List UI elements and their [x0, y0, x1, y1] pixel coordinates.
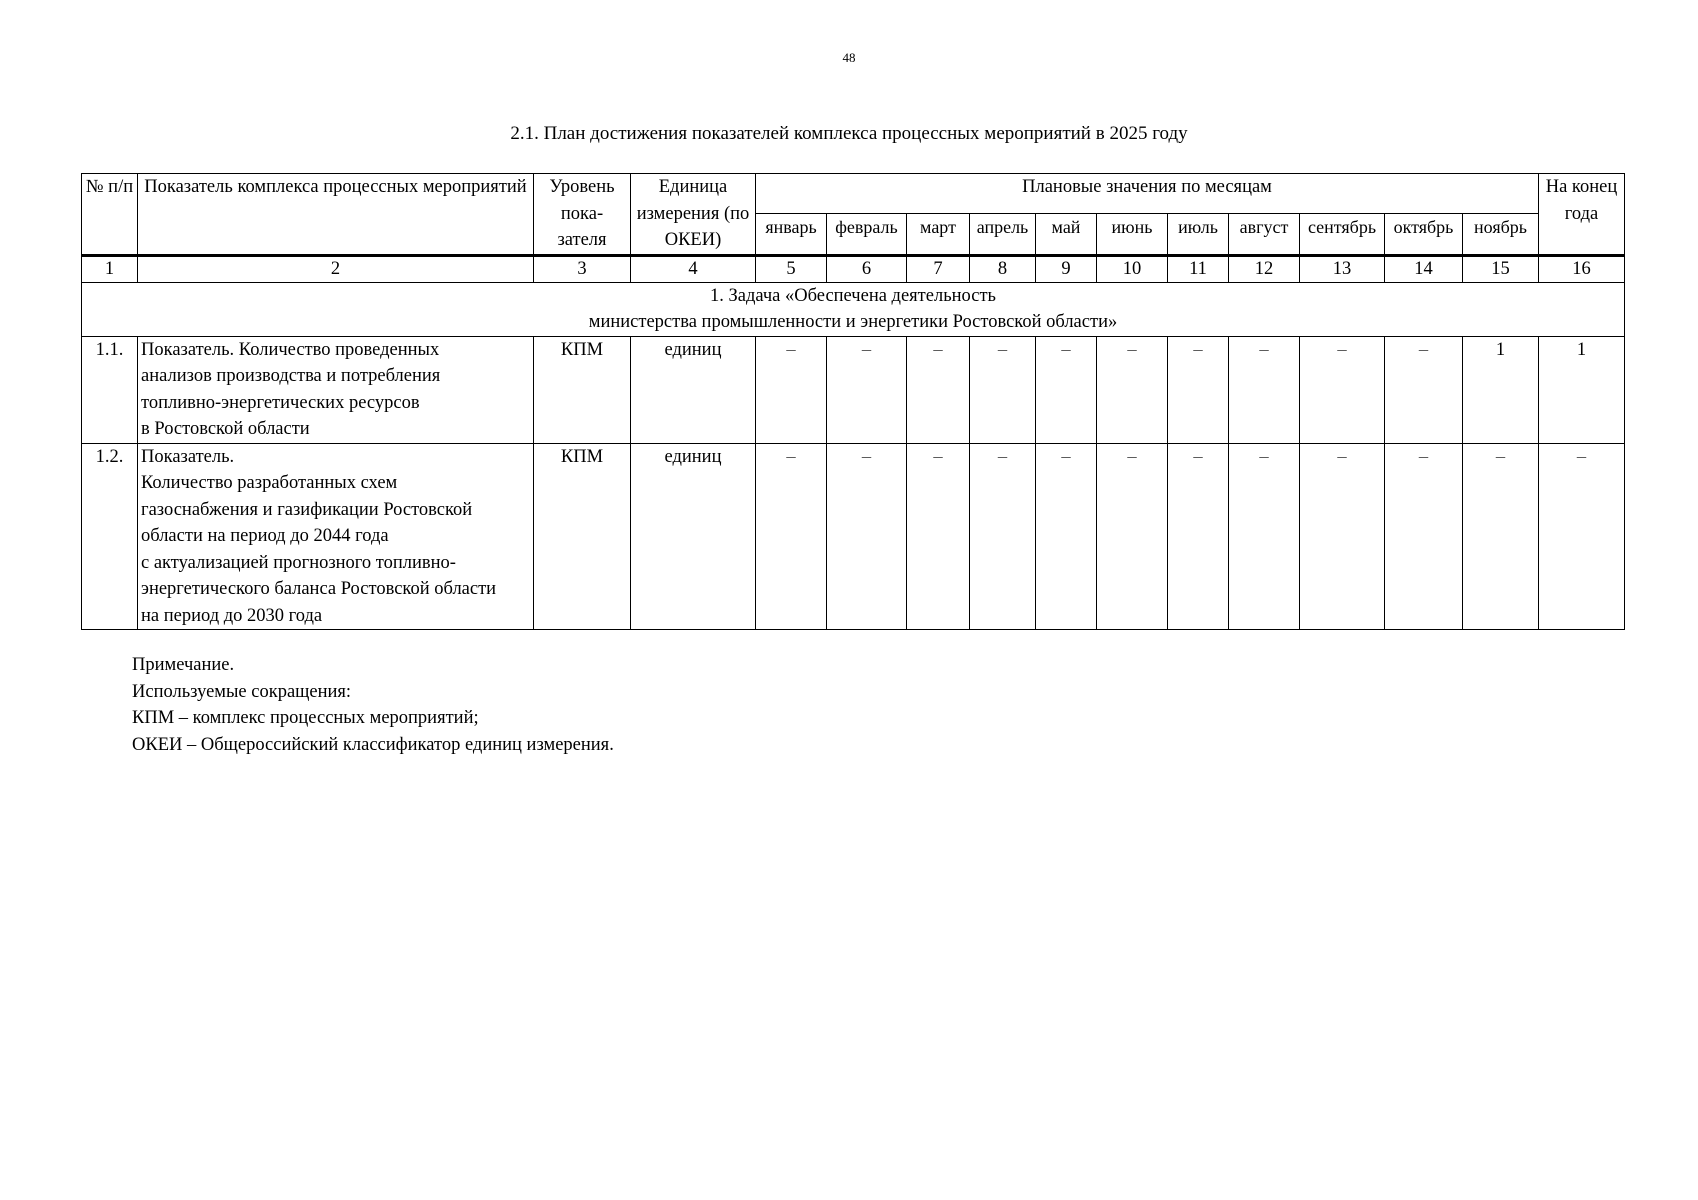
column-number: 8 — [970, 255, 1036, 282]
header-month: апрель — [970, 214, 1036, 255]
column-number: 1 — [82, 255, 138, 282]
column-number: 9 — [1036, 255, 1097, 282]
month-value: – — [1385, 336, 1463, 443]
month-value: – — [907, 443, 970, 630]
year-end-value: 1 — [1539, 336, 1625, 443]
task-row — [82, 282, 1625, 336]
note-line: Используемые сокращения: — [132, 681, 352, 702]
plan-table — [81, 173, 1625, 630]
column-number: 15 — [1463, 255, 1539, 282]
header-year-end: На конец года — [1539, 174, 1625, 256]
column-number: 6 — [827, 255, 907, 282]
month-value: – — [1168, 336, 1229, 443]
month-value: – — [1097, 336, 1168, 443]
month-value: – — [907, 336, 970, 443]
column-number: 5 — [756, 255, 827, 282]
indicator-name-line: области на период до 2044 года — [141, 526, 389, 546]
month-value: – — [970, 443, 1036, 630]
header-month: октябрь — [1385, 214, 1463, 255]
month-value: – — [1385, 443, 1463, 630]
indicator-name-line: Показатель. — [141, 446, 235, 467]
column-number: 16 — [1539, 255, 1625, 282]
month-value: – — [1300, 336, 1385, 443]
month-value: – — [1229, 336, 1300, 443]
indicator-name-line: топливно-энергетических ресурсов — [141, 392, 420, 413]
month-value: – — [1463, 443, 1539, 630]
month-value: – — [970, 336, 1036, 443]
indicator-name-line: анализов производства и потребления — [141, 366, 441, 386]
month-value: – — [827, 336, 907, 443]
column-number: 7 — [907, 255, 970, 282]
row-number: 1.2. — [82, 443, 138, 630]
column-number: 2 — [138, 255, 534, 282]
document-title: 2.1. План достижения показателей комплекса процессных мероприятий в 2025 году — [510, 123, 1188, 144]
header-planned-by-month: Плановые значения по месяцам — [756, 174, 1539, 214]
indicator-name — [138, 443, 534, 630]
header-month: август — [1229, 214, 1300, 255]
indicator-name-line: газоснабжения и газификации Ростовской — [141, 499, 473, 520]
note-line: КПМ – комплекс процессных мероприятий; — [132, 708, 479, 728]
row-number: 1.1. — [82, 336, 138, 443]
indicator-level: КПМ — [534, 443, 631, 630]
month-value: – — [756, 443, 827, 630]
page-number: 48 — [842, 50, 856, 65]
indicator-unit: единиц — [631, 336, 756, 443]
month-value: – — [827, 443, 907, 630]
notes-block — [132, 652, 614, 758]
month-value: – — [1300, 443, 1385, 630]
header-level: Уровень пока-зателя — [534, 174, 631, 256]
indicator-name-line: Количество разработанных схем — [141, 473, 398, 493]
table-row — [82, 336, 1625, 443]
indicator-name-line: Показатель. Количество проведенных — [141, 339, 440, 360]
task-heading-line: 1. Задача «Обеспечена деятельность — [709, 285, 996, 306]
header-month: ноябрь — [1463, 214, 1539, 255]
header-unit: Единица измерения (по ОКЕИ) — [631, 174, 756, 256]
indicator-name-line: энергетического баланса Ростовской области — [141, 579, 497, 599]
month-value: – — [1097, 443, 1168, 630]
indicator-name-line: в Ростовской области — [141, 419, 310, 439]
column-number: 13 — [1300, 255, 1385, 282]
indicator-name-line: на период до 2030 года — [141, 605, 323, 626]
indicator-name — [138, 336, 534, 443]
header-month: март — [907, 214, 970, 255]
column-number: 10 — [1097, 255, 1168, 282]
header-num: № п/п — [82, 174, 138, 256]
month-value: – — [756, 336, 827, 443]
header-month: сентябрь — [1300, 214, 1385, 255]
header-row-1 — [82, 174, 1625, 214]
column-number: 11 — [1168, 255, 1229, 282]
header-month: январь — [756, 214, 827, 255]
month-value: – — [1168, 443, 1229, 630]
column-numbers-row — [82, 255, 1625, 282]
column-number: 12 — [1229, 255, 1300, 282]
indicator-name-line: с актуализацией прогнозного топливно- — [141, 552, 456, 573]
header-month: июнь — [1097, 214, 1168, 255]
header-month: май — [1036, 214, 1097, 255]
indicator-unit: единиц — [631, 443, 756, 630]
task-heading-line: министерства промышленности и энергетики Ростовской области» — [588, 312, 1118, 332]
note-heading: Примечание. — [132, 655, 235, 675]
header-month: февраль — [827, 214, 907, 255]
header-indicator: Показатель комплекса процессных мероприятий — [138, 174, 534, 256]
year-end-value: – — [1539, 443, 1625, 630]
header-month: июль — [1168, 214, 1229, 255]
month-value: 1 — [1463, 336, 1539, 443]
note-line: ОКЕИ – Общероссийский классификатор единиц измерения. — [132, 734, 614, 755]
task-heading — [82, 282, 1625, 336]
month-value: – — [1036, 443, 1097, 630]
table-row — [82, 443, 1625, 630]
month-value: – — [1229, 443, 1300, 630]
month-value: – — [1036, 336, 1097, 443]
column-number: 14 — [1385, 255, 1463, 282]
column-number: 4 — [631, 255, 756, 282]
column-number: 3 — [534, 255, 631, 282]
indicator-level: КПМ — [534, 336, 631, 443]
